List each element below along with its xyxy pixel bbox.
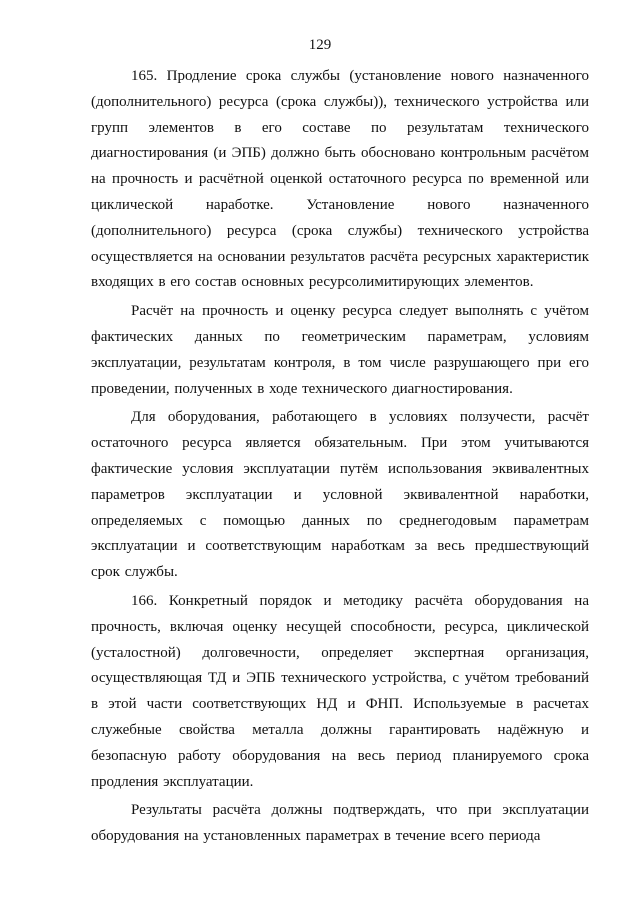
paragraph-calculation-results: Результаты расчёта должны подтверждать, что при эксплуатации оборудования на установленных параметрах в течение всего периода (91, 802, 589, 845)
paragraph-165: 165. Продление срока службы (установление нового назначенного (дополнительного) ресурса (срока службы)), технического устройства или групп элементов в его составе по результатам технического диагностирования (и ЭПБ) должно быть обосновано контрольным расчётом на прочность и расчётной оценкой остаточного ресурса по временной или циклической наработке. Установление нового назначенного (дополнительного) ресурса (срока службы) технического устройства осуществляется на основании результатов расчёта ресурсных характеристик входящих в его состав основных ресурсолимитирующих элементов. (91, 68, 589, 291)
paragraph-166: 166. Конкретный порядок и методику расчёта оборудования на прочность, включая оценку несущей способности, ресурса, циклической (усталостной) долговечности, определяет экспертная организация, осуществляющая ТД и ЭПБ технического устройства, с учётом требований в этой части соответствующих НД и ФНП. Используемые в расчетах служебные свойства металла должны гарантировать надёжную и безопасную работу оборудования на весь период планируемого срока продления эксплуатации. (91, 592, 589, 790)
paragraph-strength-calculation: Расчёт на прочность и оценку ресурса следует выполнять с учётом фактических данных по геометрическим параметрам, условиям эксплуатации, результатам контроля, в том числе разрушающего при его проведении, полученных в ходе технического диагностирования. (91, 303, 589, 397)
paragraph-creep-equipment: Для оборудования, работающего в условиях ползучести, расчёт остаточного ресурса является обязательным. При этом учитываются фактические условия эксплуатации путём использования эквивалентных параметров эксплуатации и условной эквивалентной наработки, определяемых с помощью данных по среднегодовым параметрам эксплуатации и соответствующим наработкам за весь предшествующий срок службы. (91, 409, 589, 581)
document-body (91, 64, 589, 850)
page-number: 129 (308, 37, 332, 53)
